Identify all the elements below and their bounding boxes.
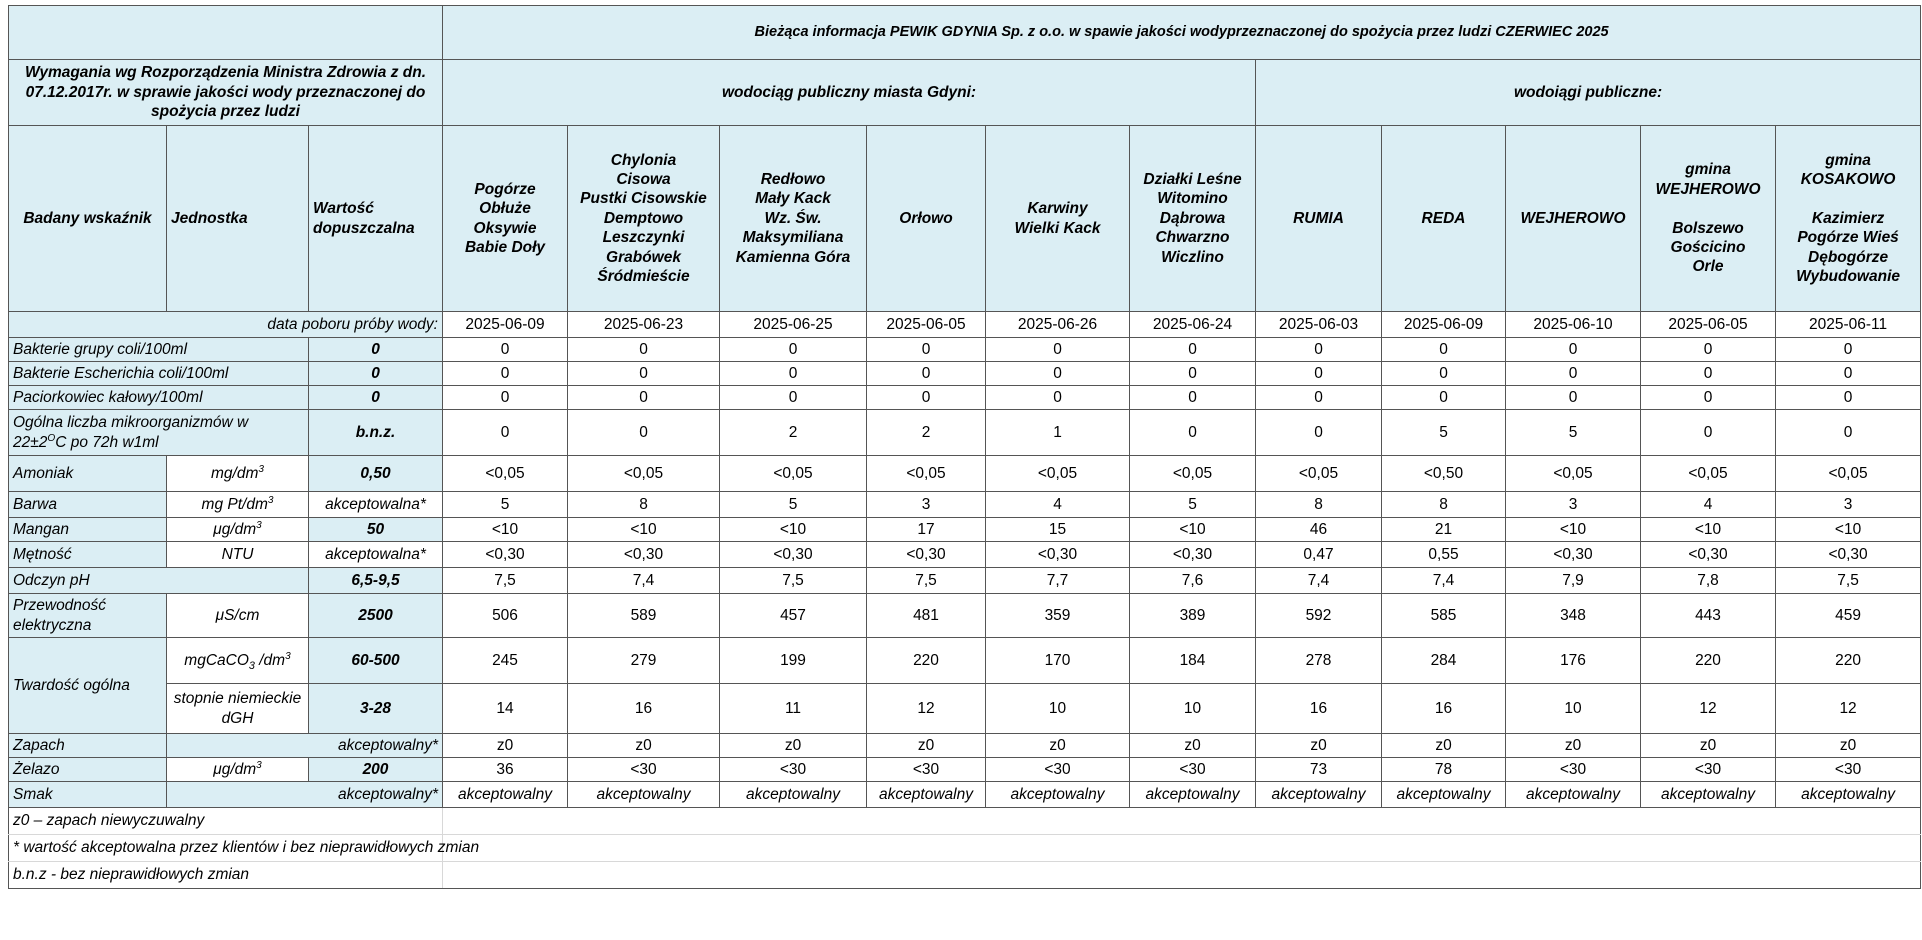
limit-value: b.n.z. (309, 410, 443, 456)
sampling-date-label: data poboru próby wody: (9, 312, 443, 338)
table-row (9, 568, 1921, 594)
table-row (9, 338, 1921, 362)
gdynia-group-header: wodociąg publiczny miasta Gdyni: (443, 60, 1256, 126)
measurement-value: 12 (1776, 684, 1921, 734)
measurement-value: 5 (1130, 492, 1256, 518)
measurement-value: 3 (867, 492, 986, 518)
unit-text: μS/cm (215, 606, 260, 624)
table-row (9, 638, 1921, 684)
measurement-value: akceptowalny (986, 782, 1130, 808)
indicator-name: Zapach (9, 734, 167, 758)
measurement-value: akceptowalny (1130, 782, 1256, 808)
measurement-value: <30 (1130, 758, 1256, 782)
unit-text: NTU (221, 545, 254, 563)
measurement-value: z0 (1256, 734, 1382, 758)
indicator-name: Smak (9, 782, 167, 808)
measurement-value: 8 (1382, 492, 1506, 518)
measurement-value: z0 (1641, 734, 1776, 758)
measurement-value: 10 (1130, 684, 1256, 734)
measurement-value: 7,9 (1506, 568, 1641, 594)
unit-text: μg/dm (213, 760, 257, 778)
measurement-value: 220 (1641, 638, 1776, 684)
water-quality-sheet (8, 5, 1921, 889)
measurement-value: 0 (1641, 410, 1776, 456)
measurement-value: 0 (1256, 410, 1382, 456)
indicator-name-text: Ogólna liczba mikroorganizmów w (13, 414, 249, 432)
measurement-value: 8 (568, 492, 720, 518)
measurement-value: 0 (720, 338, 867, 362)
limit-value: 0 (309, 338, 443, 362)
limit-value: 0,50 (309, 456, 443, 492)
measurement-value: akceptowalny (1382, 782, 1506, 808)
location-header: Redłowo Mały Kack Wz. Św. Maksymiliana Kamienna Góra (720, 126, 867, 312)
measurement-value: 0 (443, 386, 568, 410)
measurement-value: 2 (867, 410, 986, 456)
measurement-value: 7,7 (986, 568, 1130, 594)
measurement-value: 36 (443, 758, 568, 782)
measurement-value: 0 (1776, 362, 1921, 386)
unit-superscript: 3 (267, 494, 274, 506)
measurement-value: <0,05 (1641, 456, 1776, 492)
measurement-value: <0,05 (568, 456, 720, 492)
location-header: Karwiny Wielki Kack (986, 126, 1130, 312)
measurement-value: 7,5 (443, 568, 568, 594)
measurement-value: 12 (1641, 684, 1776, 734)
table-row (9, 386, 1921, 410)
measurement-value: <0,30 (720, 542, 867, 568)
unit-cell (167, 758, 309, 782)
indicator-name: Amoniak (9, 456, 167, 492)
location-header: REDA (1382, 126, 1506, 312)
measurement-value: akceptowalny (867, 782, 986, 808)
indicator-name-text: 22±2 (13, 433, 48, 451)
indicator-name: Bakterie grupy coli/100ml (9, 338, 309, 362)
indicator-name: Odczyn pH (9, 568, 309, 594)
measurement-value: 585 (1382, 594, 1506, 638)
unit-superscript: 3 (256, 519, 262, 531)
sampling-date: 2025-06-25 (720, 312, 867, 338)
unit-text: /dm (254, 651, 286, 669)
note-row (9, 808, 1921, 835)
measurement-value: <0,05 (1776, 456, 1921, 492)
measurement-value: 0 (1776, 338, 1921, 362)
measurement-value: 7,8 (1641, 568, 1776, 594)
indicator-name: Mętność (9, 542, 167, 568)
table-row (9, 684, 1921, 734)
measurement-value: <0,30 (568, 542, 720, 568)
measurement-value: 589 (568, 594, 720, 638)
indicator-name: Paciorkowiec kałowy/100ml (9, 386, 309, 410)
measurement-value: <0,30 (1641, 542, 1776, 568)
footnote: b.n.z - bez nieprawidłowych zmian (9, 862, 443, 889)
measurement-value: 0 (568, 410, 720, 456)
measurement-value: 3 (1506, 492, 1641, 518)
measurement-value: 7,4 (568, 568, 720, 594)
sampling-date: 2025-06-23 (568, 312, 720, 338)
measurement-value: 0 (986, 362, 1130, 386)
measurement-value: 21 (1382, 518, 1506, 542)
unit-text: mg/dm (211, 464, 259, 482)
measurement-value: 7,6 (1130, 568, 1256, 594)
table-row (9, 542, 1921, 568)
sampling-date: 2025-06-05 (1641, 312, 1776, 338)
measurement-value: 0 (443, 410, 568, 456)
measurement-value: 14 (443, 684, 568, 734)
indicator-name: Żelazo (9, 758, 167, 782)
unit-cell (167, 594, 309, 638)
footnote-blank (443, 808, 1921, 835)
measurement-value: 7,5 (867, 568, 986, 594)
measurement-value: <0,30 (443, 542, 568, 568)
measurement-value: <0,05 (720, 456, 867, 492)
measurement-value: 184 (1130, 638, 1256, 684)
measurement-value: 0 (443, 362, 568, 386)
measurement-value: 16 (568, 684, 720, 734)
indicator-name: Barwa (9, 492, 167, 518)
footnote-blank (443, 862, 1921, 889)
sampling-date: 2025-06-09 (443, 312, 568, 338)
measurement-value: 278 (1256, 638, 1382, 684)
indicator-name: Twardość ogólna (9, 638, 167, 734)
measurement-value: <0,05 (867, 456, 986, 492)
measurement-value: <0,30 (986, 542, 1130, 568)
footnote-blank (443, 835, 1921, 862)
measurement-value: <0,30 (867, 542, 986, 568)
measurement-value: <0,30 (1506, 542, 1641, 568)
measurement-value: 0 (1641, 362, 1776, 386)
measurement-value: 12 (867, 684, 986, 734)
measurement-value: 7,4 (1382, 568, 1506, 594)
indicator-column-header: Badany wskaźnik (9, 126, 167, 312)
measurement-value: <0,05 (1256, 456, 1382, 492)
unit-cell (167, 518, 309, 542)
measurement-value: akceptowalny (568, 782, 720, 808)
measurement-value: 245 (443, 638, 568, 684)
measurement-value: <0,05 (986, 456, 1130, 492)
unit-cell (167, 638, 309, 684)
measurement-value: 0 (867, 338, 986, 362)
indicator-name-text: C po 72h w1ml (55, 433, 159, 451)
measurement-value: akceptowalny (720, 782, 867, 808)
table-row (9, 456, 1921, 492)
table-row (9, 758, 1921, 782)
limit-value: akceptowalny* (167, 734, 443, 758)
measurement-value: z0 (1776, 734, 1921, 758)
measurement-value: 0 (1382, 362, 1506, 386)
measurement-value: z0 (1130, 734, 1256, 758)
unit-cell (167, 542, 309, 568)
measurement-value: <0,05 (443, 456, 568, 492)
measurement-value: 4 (1641, 492, 1776, 518)
unit-column-header: Jednostka (167, 126, 309, 312)
measurement-value: 443 (1641, 594, 1776, 638)
measurement-value: 7,5 (1776, 568, 1921, 594)
measurement-value: akceptowalny (443, 782, 568, 808)
measurement-value: 506 (443, 594, 568, 638)
location-header: gmina KOSAKOWO Kazimierz Pogórze Wieś Dębogórze Wybudowanie (1776, 126, 1921, 312)
measurement-value: 4 (986, 492, 1130, 518)
measurement-value: 0 (1130, 410, 1256, 456)
measurement-value: <30 (986, 758, 1130, 782)
measurement-value: 0 (986, 338, 1130, 362)
measurement-value: <30 (568, 758, 720, 782)
limit-value: akceptowalny* (167, 782, 443, 808)
measurement-value: 0 (1776, 386, 1921, 410)
measurement-value: 389 (1130, 594, 1256, 638)
sampling-date: 2025-06-24 (1130, 312, 1256, 338)
measurement-value: 592 (1256, 594, 1382, 638)
water-quality-table (8, 5, 1921, 889)
location-header: gmina WEJHEROWO Bolszewo Gościcino Orle (1641, 126, 1776, 312)
measurement-value: <10 (1641, 518, 1776, 542)
note-row (9, 862, 1921, 889)
measurement-value: 0,55 (1382, 542, 1506, 568)
measurement-value: z0 (986, 734, 1130, 758)
unit-text: mg Pt/dm (201, 495, 268, 513)
measurement-value: 0 (568, 386, 720, 410)
footnote: z0 – zapach niewyczuwalny (9, 808, 443, 835)
limit-value: 50 (309, 518, 443, 542)
measurement-value: akceptowalny (1506, 782, 1641, 808)
measurement-value: <30 (1506, 758, 1641, 782)
measurement-value: <10 (1130, 518, 1256, 542)
page-title: Bieżąca informacja PEWIK GDYNIA Sp. z o.o. w spawie jakości wodyprzeznaczonej do spożycia przez ludzi CZERWIEC 2025 (443, 6, 1921, 60)
table-row (9, 362, 1921, 386)
unit-superscript: 3 (258, 463, 264, 475)
note-row (9, 835, 1921, 862)
table-row (9, 734, 1921, 758)
measurement-value: 220 (1776, 638, 1921, 684)
limit-value: 60-500 (309, 638, 443, 684)
measurement-value: 0 (720, 386, 867, 410)
location-header: WEJHEROWO (1506, 126, 1641, 312)
unit-superscript: 3 (285, 650, 291, 662)
measurement-value: 16 (1382, 684, 1506, 734)
unit-text: μg/dm (213, 520, 257, 538)
measurement-value: z0 (720, 734, 867, 758)
measurement-value: z0 (568, 734, 720, 758)
measurement-value: 0 (1382, 338, 1506, 362)
limit-column-header: Wartość dopuszczalna (309, 126, 443, 312)
measurement-value: <30 (1641, 758, 1776, 782)
measurement-value: 0 (867, 386, 986, 410)
table-row (9, 782, 1921, 808)
measurement-value: 220 (867, 638, 986, 684)
measurement-value: 0 (1776, 410, 1921, 456)
sampling-date: 2025-06-11 (1776, 312, 1921, 338)
measurement-value: <10 (1776, 518, 1921, 542)
measurement-value: 5 (1382, 410, 1506, 456)
measurement-value: 17 (867, 518, 986, 542)
measurement-value: 481 (867, 594, 986, 638)
location-header: Orłowo (867, 126, 986, 312)
measurement-value: 5 (1506, 410, 1641, 456)
measurement-value: <0,05 (1130, 456, 1256, 492)
measurement-value: 0 (1256, 338, 1382, 362)
measurement-value: 10 (1506, 684, 1641, 734)
sampling-date: 2025-06-09 (1382, 312, 1506, 338)
limit-value: 2500 (309, 594, 443, 638)
measurement-value: 0 (1506, 362, 1641, 386)
indicator-superscript: O (47, 432, 56, 444)
regulation-header: Wymagania wg Rozporządzenia Ministra Zdrowia z dn. 07.12.2017r. w sprawie jakości wody przeznaczonej do spożycia przez ludzi (9, 60, 443, 126)
measurement-value: z0 (1506, 734, 1641, 758)
limit-value: 0 (309, 362, 443, 386)
measurement-value: 1 (986, 410, 1130, 456)
measurement-value: akceptowalny (1776, 782, 1921, 808)
measurement-value: 0 (867, 362, 986, 386)
measurement-value: <10 (568, 518, 720, 542)
measurement-value: 0 (720, 362, 867, 386)
limit-value: akceptowalna* (309, 542, 443, 568)
sampling-date: 2025-06-26 (986, 312, 1130, 338)
measurement-value: 199 (720, 638, 867, 684)
footnote: * wartość akceptowalna przez klientów i bez nieprawidłowych zmian (9, 835, 443, 862)
measurement-value: <0,05 (1506, 456, 1641, 492)
measurement-value: 0 (1506, 338, 1641, 362)
limit-value: akceptowalna* (309, 492, 443, 518)
indicator-name: Mangan (9, 518, 167, 542)
measurement-value: z0 (867, 734, 986, 758)
table-row (9, 492, 1921, 518)
table-row (9, 410, 1921, 456)
location-header: RUMIA (1256, 126, 1382, 312)
limit-value: 6,5-9,5 (309, 568, 443, 594)
location-header: Działki Leśne Witomino Dąbrowa Chwarzno Wiczlino (1130, 126, 1256, 312)
measurement-value: 0 (443, 338, 568, 362)
measurement-value: 348 (1506, 594, 1641, 638)
measurement-value: 5 (443, 492, 568, 518)
measurement-value: 2 (720, 410, 867, 456)
measurement-value: <30 (720, 758, 867, 782)
measurement-value: 0 (1506, 386, 1641, 410)
measurement-value: 0 (1130, 362, 1256, 386)
sampling-date: 2025-06-10 (1506, 312, 1641, 338)
indicator-name: Bakterie Escherichia coli/100ml (9, 362, 309, 386)
measurement-value: <0,30 (1130, 542, 1256, 568)
measurement-value: <10 (720, 518, 867, 542)
measurement-value: 73 (1256, 758, 1382, 782)
table-row (9, 518, 1921, 542)
measurement-value: 359 (986, 594, 1130, 638)
measurement-value: 16 (1256, 684, 1382, 734)
unit-cell: stopnie niemieckie dGH (167, 684, 309, 734)
measurement-value: 170 (986, 638, 1130, 684)
public-group-header: wodoiągi publiczne: (1256, 60, 1921, 126)
measurement-value: 11 (720, 684, 867, 734)
measurement-value: 0 (1256, 386, 1382, 410)
measurement-value: <30 (1776, 758, 1921, 782)
measurement-value: 0 (1130, 338, 1256, 362)
measurement-value: 0 (1641, 338, 1776, 362)
indicator-name: Przewodność elektryczna (9, 594, 167, 638)
limit-value: 200 (309, 758, 443, 782)
measurement-value: akceptowalny (1256, 782, 1382, 808)
indicator-name (9, 410, 309, 456)
table-row (9, 594, 1921, 638)
measurement-value: 0 (1130, 386, 1256, 410)
location-header: Pogórze Obłuże Oksywie Babie Doły (443, 126, 568, 312)
measurement-value: 279 (568, 638, 720, 684)
sampling-date: 2025-06-03 (1256, 312, 1382, 338)
measurement-value: 0 (1641, 386, 1776, 410)
measurement-value: 7,5 (720, 568, 867, 594)
measurement-value: <0,30 (1776, 542, 1921, 568)
measurement-value: 176 (1506, 638, 1641, 684)
measurement-value: 0,47 (1256, 542, 1382, 568)
location-header: Chylonia Cisowa Pustki Cisowskie Demptowo Leszczynki Grabówek Śródmieście (568, 126, 720, 312)
unit-cell (167, 456, 309, 492)
measurement-value: 284 (1382, 638, 1506, 684)
limit-value: 3-28 (309, 684, 443, 734)
measurement-value: <30 (867, 758, 986, 782)
measurement-value: 459 (1776, 594, 1921, 638)
measurement-value: 0 (568, 338, 720, 362)
measurement-value: 3 (1776, 492, 1921, 518)
unit-cell (167, 492, 309, 518)
measurement-value: 0 (1256, 362, 1382, 386)
measurement-value: 10 (986, 684, 1130, 734)
measurement-value: 0 (1382, 386, 1506, 410)
measurement-value: 15 (986, 518, 1130, 542)
header-blank (9, 6, 443, 60)
unit-text: mgCaCO (184, 651, 249, 669)
unit-superscript: 3 (256, 759, 262, 771)
measurement-value: 5 (720, 492, 867, 518)
limit-value: 0 (309, 386, 443, 410)
measurement-value: 78 (1382, 758, 1506, 782)
measurement-value: 0 (568, 362, 720, 386)
measurement-value: <0,50 (1382, 456, 1506, 492)
measurement-value: z0 (1382, 734, 1506, 758)
unit-subscript: 3 (248, 659, 255, 672)
sampling-date: 2025-06-05 (867, 312, 986, 338)
measurement-value: 0 (986, 386, 1130, 410)
measurement-value: <10 (443, 518, 568, 542)
measurement-value: 8 (1256, 492, 1382, 518)
measurement-value: 46 (1256, 518, 1382, 542)
measurement-value: <10 (1506, 518, 1641, 542)
measurement-value: z0 (443, 734, 568, 758)
measurement-value: akceptowalny (1641, 782, 1776, 808)
measurement-value: 7,4 (1256, 568, 1382, 594)
measurement-value: 457 (720, 594, 867, 638)
